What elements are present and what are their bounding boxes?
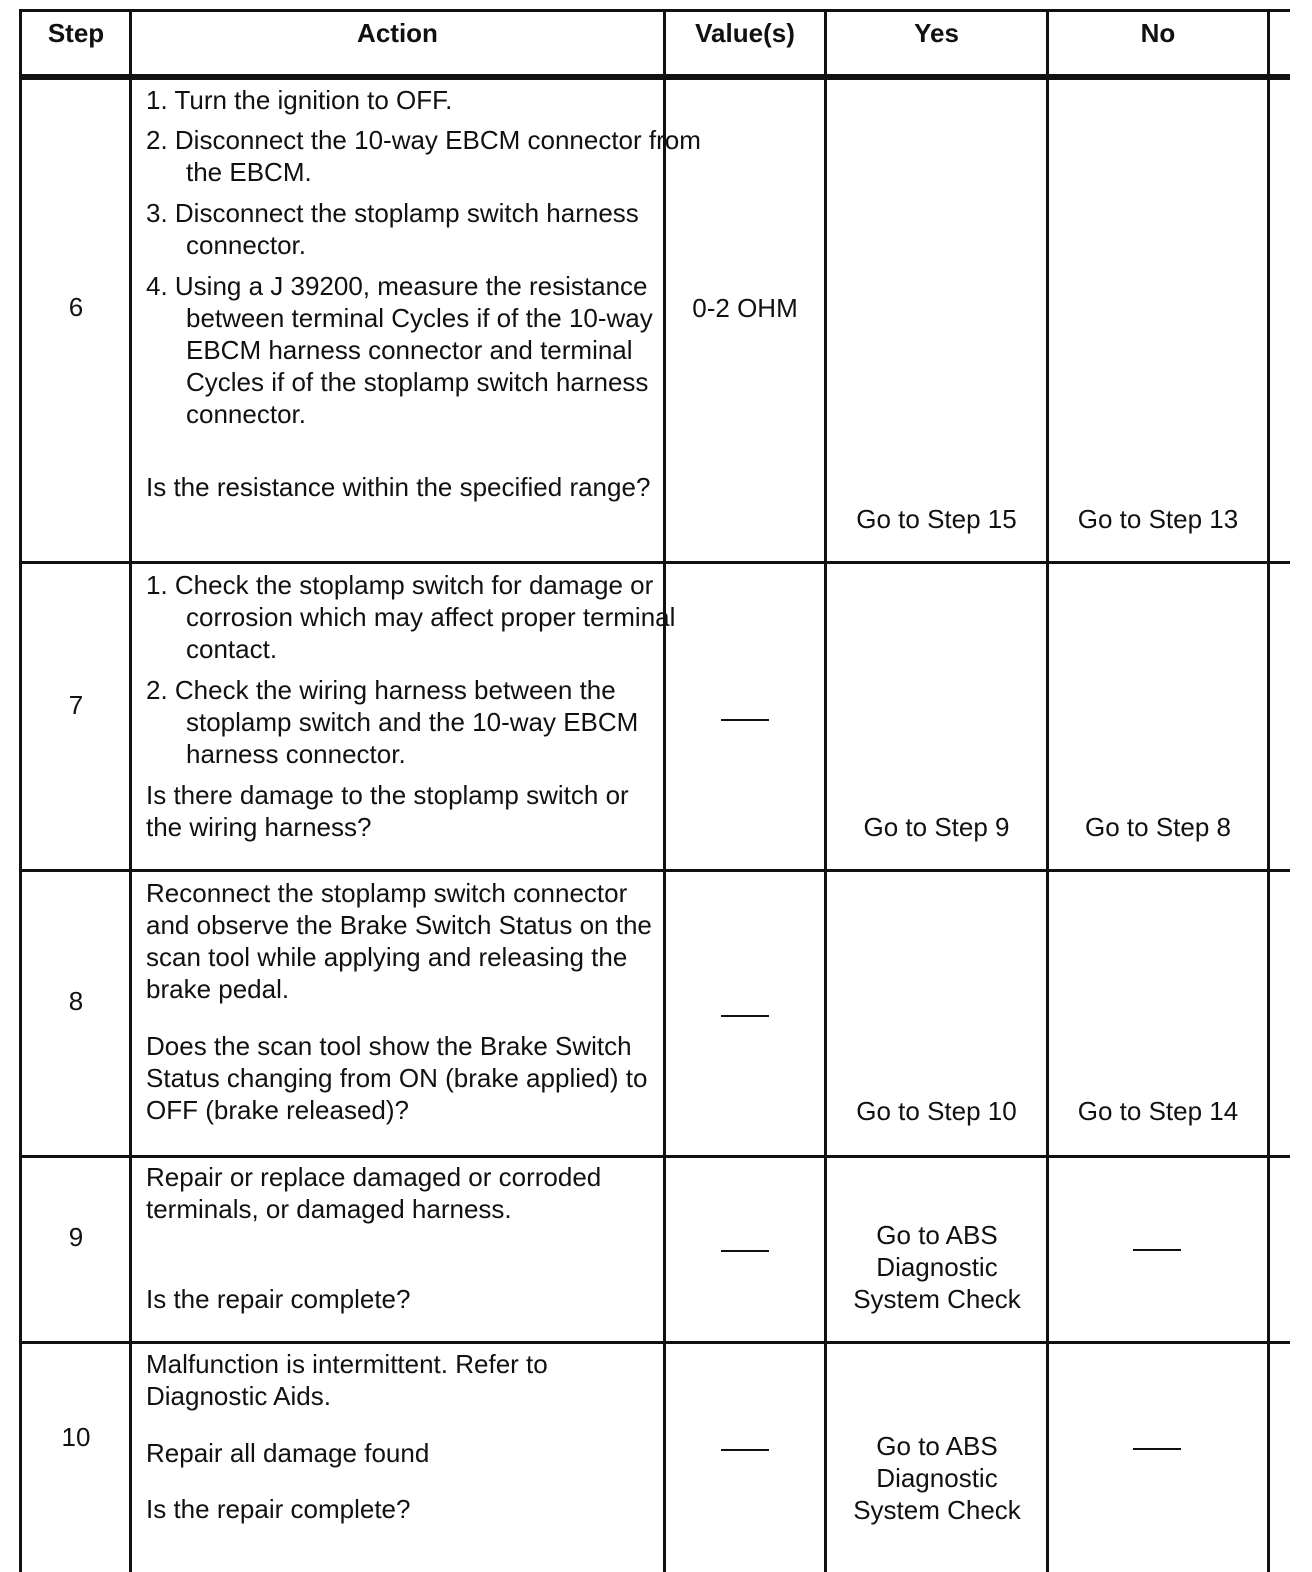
table-border-right	[1267, 9, 1270, 1572]
action-question: Is the resistance within the specified range?	[146, 472, 651, 502]
row-divider	[19, 1341, 1290, 1344]
action-cell	[146, 1161, 666, 1336]
action-step-item: 4. Using a J 39200, measure the resistance between terminal Cycles if of the 10-way EBCM harness connector and terminal Cycles if of the stoplamp switch harness connector.	[146, 271, 653, 429]
yes-result: Go to ABS Diagnostic System Check	[853, 1431, 1021, 1525]
no-result: Go to Step 14	[1077, 1096, 1239, 1126]
yes-result: Go to Step 15	[856, 504, 1017, 534]
action-question: Is the repair complete?	[146, 1494, 411, 1524]
action-text: Reconnect the stoplamp switch connector and observe the Brake Switch Status on the scan tool while applying and releasing the brake pedal.	[146, 878, 652, 1004]
action-question: Is there damage to the stoplamp switch or the wiring harness?	[146, 780, 629, 842]
row-divider	[19, 561, 1290, 564]
header-values: Value(s)	[695, 18, 795, 48]
step-number: 8	[68, 986, 84, 1016]
action-step-item: 1. Check the stoplamp switch for damage or corrosion which may affect proper terminal contact.	[146, 570, 676, 664]
table-border-top	[19, 9, 1290, 12]
step-number: 10	[61, 1422, 91, 1452]
header-no: No	[1140, 18, 1176, 48]
action-cell	[146, 877, 666, 1152]
empty-value-dash	[721, 1449, 769, 1451]
empty-value-dash	[721, 1250, 769, 1252]
yes-result: Go to ABS Diagnostic System Check	[853, 1220, 1021, 1314]
header-yes: Yes	[914, 18, 959, 48]
header-divider	[19, 74, 1290, 80]
action-step-item: 1. Turn the ignition to OFF.	[146, 85, 453, 115]
step-number: 6	[68, 292, 84, 322]
value-cell: 0-2 OHM	[692, 293, 798, 323]
yes-result: Go to Step 9	[863, 812, 1010, 842]
empty-no-dash	[1133, 1448, 1181, 1450]
no-result: Go to Step 13	[1077, 504, 1239, 534]
action-cell	[146, 84, 701, 554]
row-divider	[19, 1155, 1290, 1158]
action-text: Repair all damage found	[146, 1438, 430, 1468]
step-number: 7	[68, 690, 84, 720]
empty-value-dash	[721, 719, 769, 721]
empty-no-dash	[1133, 1249, 1181, 1251]
table-border-left	[19, 9, 22, 1572]
column-divider	[1046, 9, 1049, 1572]
action-question: Is the repair complete?	[146, 1284, 411, 1314]
column-divider	[824, 9, 827, 1572]
action-step-item: 3. Disconnect the stoplamp switch harness connector.	[146, 198, 639, 260]
action-cell	[146, 1348, 666, 1568]
action-text: Malfunction is intermittent. Refer to Diagnostic Aids.	[146, 1349, 548, 1411]
action-step-item: 2. Disconnect the 10-way EBCM connector from the EBCM.	[146, 125, 701, 187]
row-divider	[19, 869, 1290, 872]
action-question: Does the scan tool show the Brake Switch Status changing from ON (brake applied) to OFF (brake released)?	[146, 1031, 648, 1125]
no-result: Go to Step 8	[1085, 812, 1231, 842]
header-step: Step	[47, 18, 105, 48]
action-cell	[146, 569, 676, 859]
column-divider	[129, 9, 132, 1572]
action-step-item: 2. Check the wiring harness between the stoplamp switch and the 10-way EBCM harness connector.	[146, 675, 639, 769]
header-action: Action	[357, 18, 438, 48]
action-text: Repair or replace damaged or corroded terminals, or damaged harness.	[146, 1162, 602, 1224]
step-number: 9	[68, 1222, 84, 1252]
yes-result: Go to Step 10	[856, 1096, 1017, 1126]
empty-value-dash	[721, 1015, 769, 1017]
